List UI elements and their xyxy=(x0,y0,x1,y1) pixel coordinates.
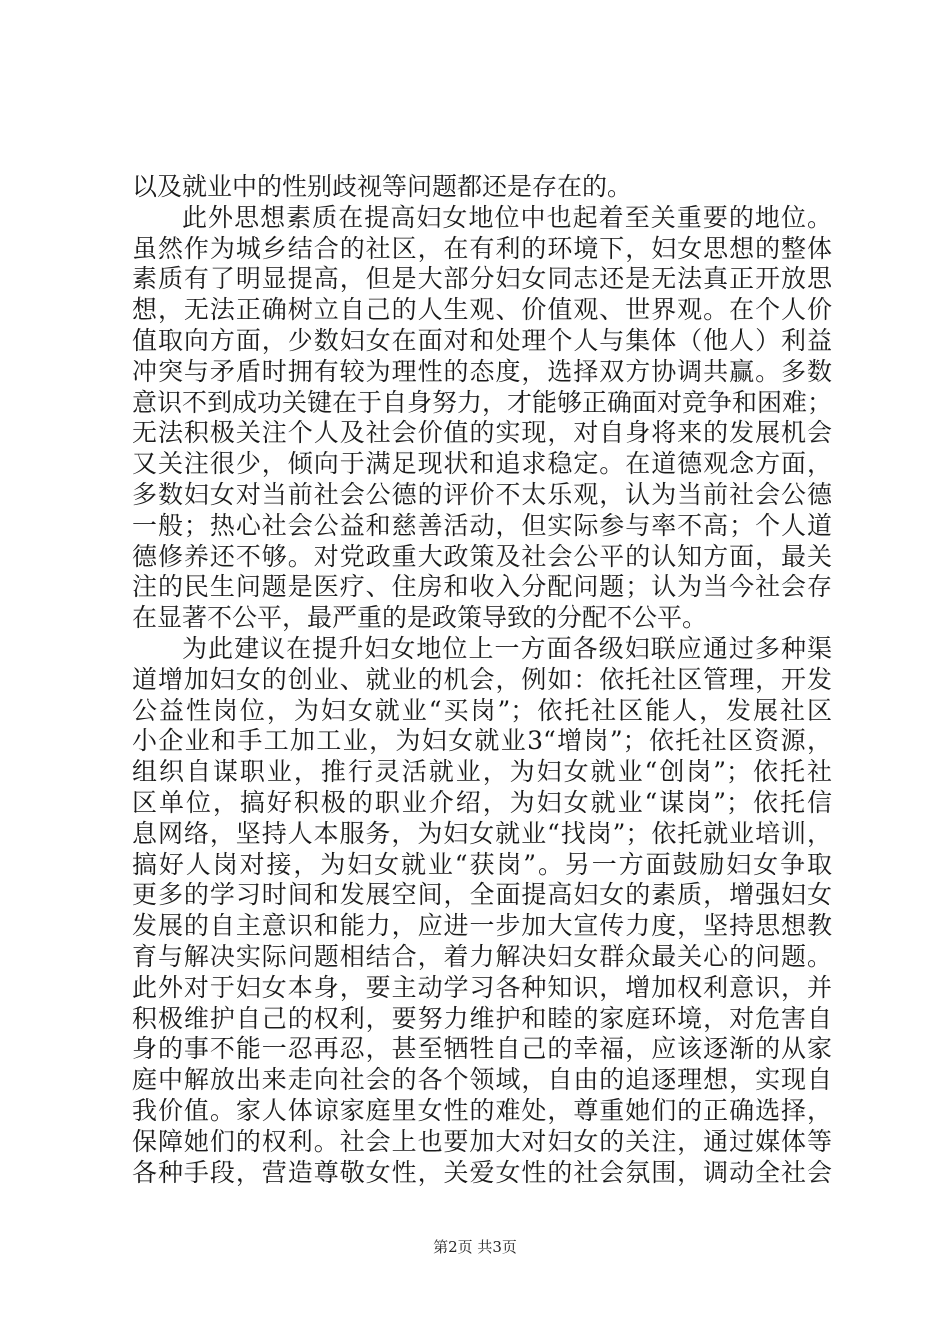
text-line: 保障她们的权利。社会上也要加大对妇女的关注，通过媒体等 xyxy=(132,1126,832,1156)
text-line: 冲突与矛盾时拥有较为理性的态度，选择双方协调共赢。多数 xyxy=(132,356,832,386)
text-line: 德修养还不够。对党政重大政策及社会公平的认知方面，最关 xyxy=(132,541,832,571)
text-line: 公益性岗位，为妇女就业“买岗”；依托社区能人，发展社区 xyxy=(132,695,832,725)
text-line: 道增加妇女的创业、就业的机会，例如：依托社区管理，开发 xyxy=(132,664,832,694)
text-line: 更多的学习时间和发展空间，全面提高妇女的素质，增强妇女 xyxy=(132,880,832,910)
text-line: 育与解决实际问题相结合，着力解决妇女群众最关心的问题。 xyxy=(132,942,832,971)
text-line: 我价值。家人体谅家庭里女性的难处，尊重她们的正确选择， xyxy=(132,1096,832,1125)
text-line: 想，无法正确树立自己的人生观、价值观、世界观。在个人价 xyxy=(132,295,832,325)
text-line: 虽然作为城乡结合的社区，在有利的环境下，妇女思想的整体 xyxy=(132,233,832,263)
text-line: 一般；热心社会公益和慈善活动，但实际参与率不高；个人道 xyxy=(132,510,832,540)
paragraph-first-line: 为此建议在提升妇女地位上一方面各级妇联应通过多种渠 xyxy=(182,634,832,663)
text-line: 意识不到成功关键在于自身努力，才能够正确面对竞争和困难； xyxy=(132,387,833,417)
text-line: 各种手段，营造尊敬女性，关爱女性的社会氛围，调动全社会 xyxy=(132,1157,832,1187)
text-line: 值取向方面，少数妇女在面对和处理个人与集体（他人）利益 xyxy=(132,326,832,355)
text-line: 区单位，搞好积极的职业介绍，为妇女就业“谋岗”；依托信 xyxy=(132,788,832,817)
text-line: 积极维护自己的权利，要努力维护和睦的家庭环境，对危害自 xyxy=(132,1003,832,1033)
text-line: 身的事不能一忍再忍，甚至牺牲自己的幸福，应该逐渐的从家 xyxy=(132,1034,832,1064)
text-line: 发展的自主意识和能力，应进一步加大宣传力度，坚持思想教 xyxy=(132,911,832,941)
text-line: 注的民生问题是医疗、住房和收入分配问题；认为当今社会存 xyxy=(132,572,832,602)
text-line: 以及就业中的性别歧视等问题都还是存在的。 xyxy=(132,172,633,201)
text-line: 无法积极关注个人及社会价值的实现，对自身将来的发展机会 xyxy=(132,418,832,448)
text-line: 又关注很少，倾向于满足现状和追求稳定。在道德观念方面， xyxy=(132,449,832,479)
text-line: 搞好人岗对接，为妇女就业“获岗”。另一方面鼓励妇女争取 xyxy=(132,849,832,879)
text-line: 在显著不公平，最严重的是政策导致的分配不公平。 xyxy=(132,603,708,633)
text-line: 素质有了明显提高，但是大部分妇女同志还是无法真正开放思 xyxy=(132,264,832,294)
text-line: 息网络，坚持人本服务，为妇女就业“找岗”；依托就业培训， xyxy=(132,818,832,848)
text-line: 庭中解放出来走向社会的各个领域，自由的追逐理想，实现自 xyxy=(132,1065,832,1095)
page-footer: 第2页 共3页 xyxy=(433,1238,517,1256)
text-line: 小企业和手工加工业，为妇女就业3“增岗”；依托社区资源， xyxy=(132,726,832,756)
paragraph-first-line: 此外思想素质在提高妇女地位中也起着至关重要的地位。 xyxy=(182,202,832,232)
text-line: 此外对于妇女本身，要主动学习各种知识，增加权利意识，并 xyxy=(132,972,832,1002)
text-line: 多数妇女对当前社会公德的评价不太乐观，认为当前社会公德 xyxy=(132,480,832,509)
text-line: 组织自谋职业，推行灵活就业，为妇女就业“创岗”；依托社 xyxy=(132,757,832,787)
